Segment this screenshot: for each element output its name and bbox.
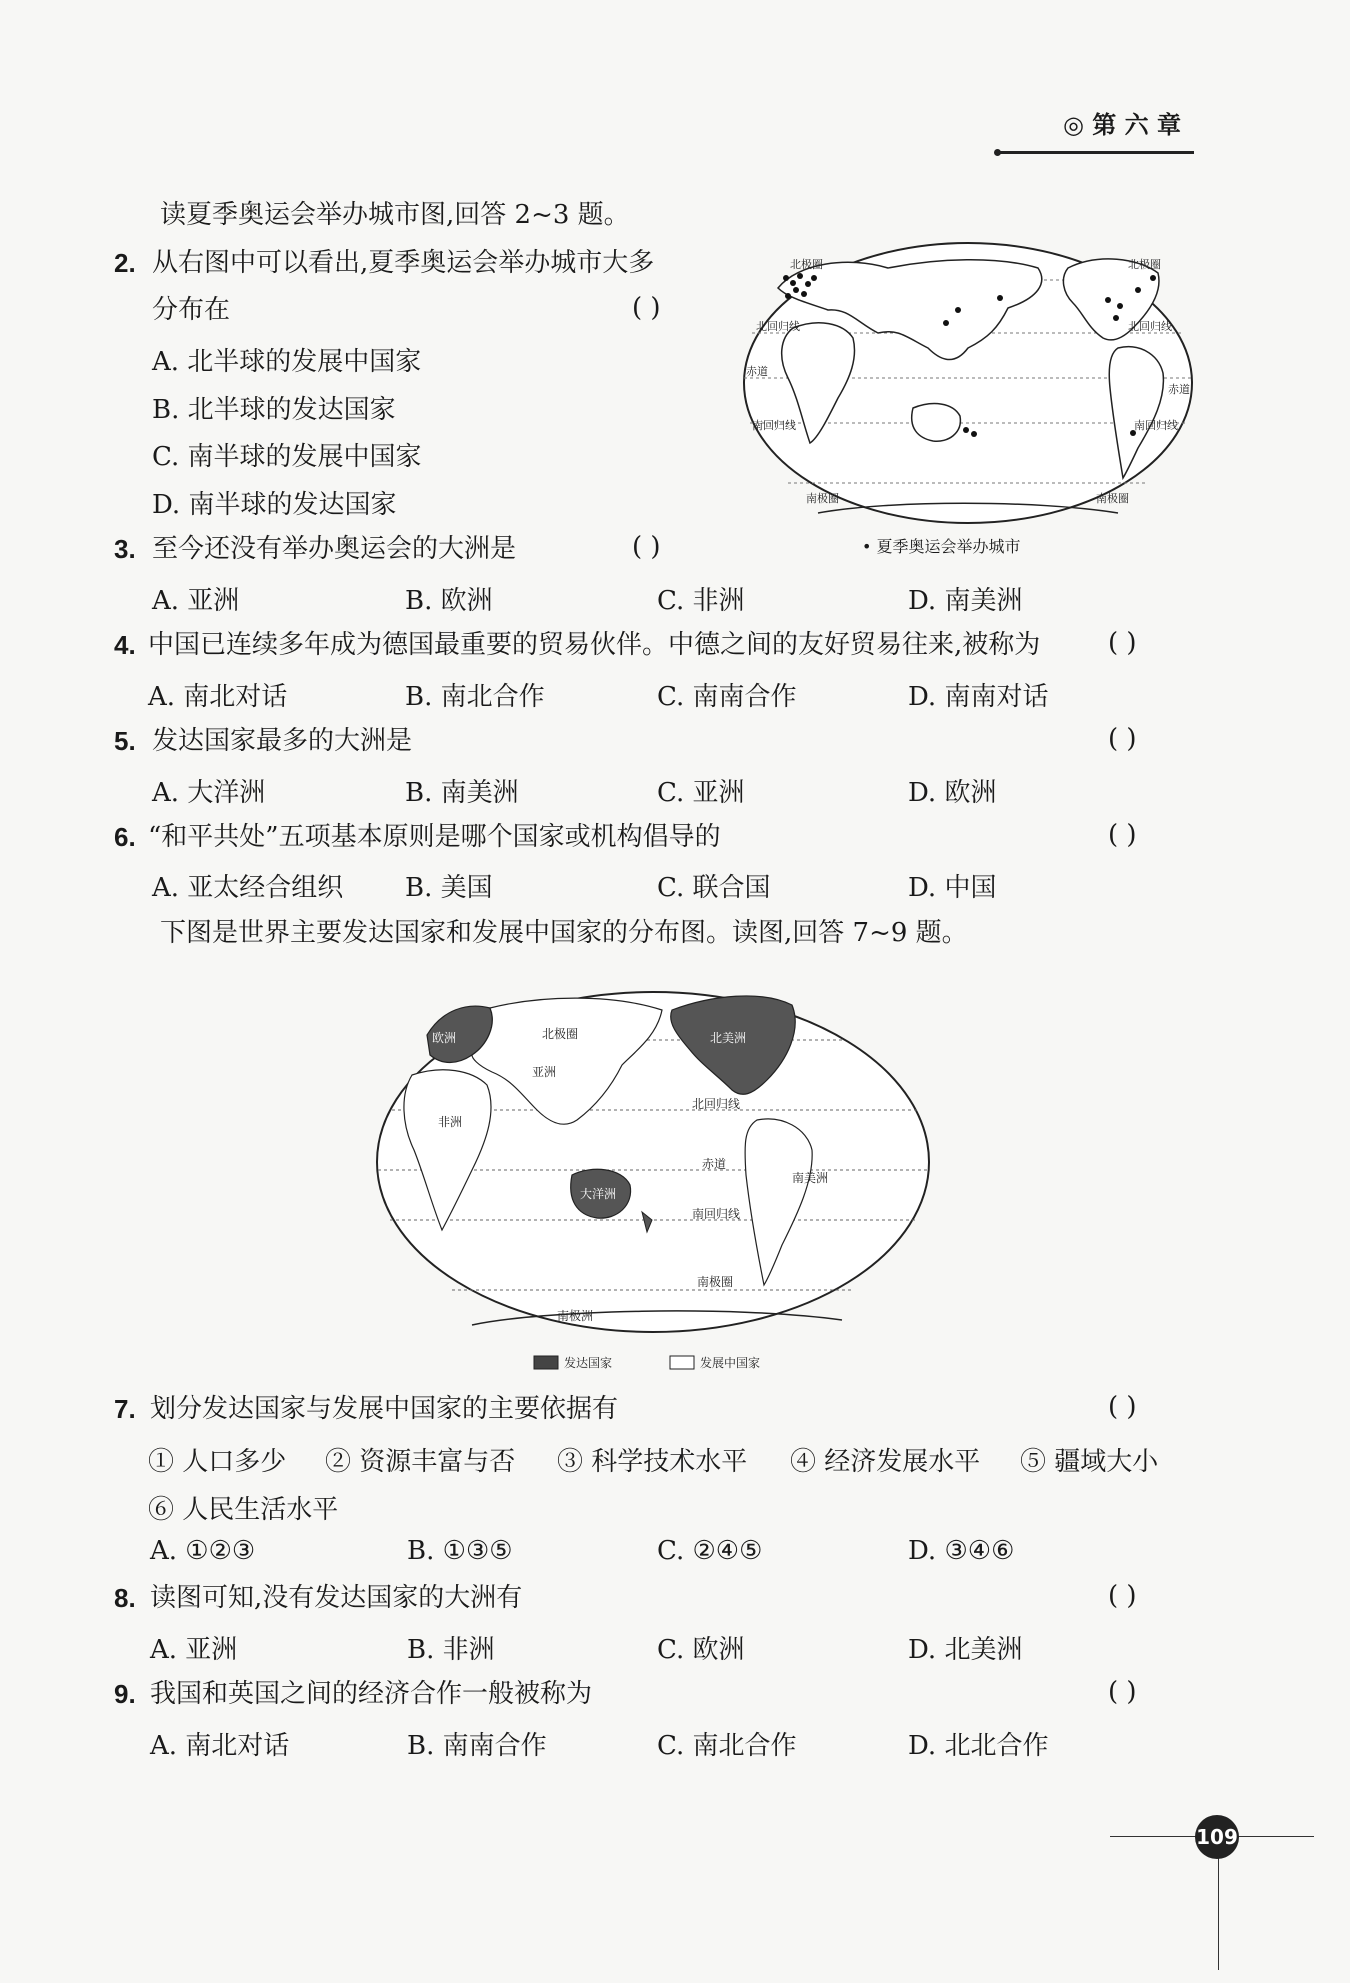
q7-item-5: ⑤ 疆域大小	[1020, 1447, 1159, 1477]
map2-capricorn-label: 南回归线	[692, 1207, 741, 1221]
q3-option-a[interactable]: A. 亚洲	[152, 586, 240, 616]
q7-option-c[interactable]: C. ②④⑤	[657, 1536, 763, 1566]
q7-option-a[interactable]: A. ①②③	[150, 1536, 256, 1566]
map2-europe-label: 欧洲	[432, 1031, 457, 1045]
q7-item-6: ⑥ 人民生活水平	[148, 1495, 339, 1525]
intro-text-2: 下图是世界主要发达国家和发展中国家的分布图。读图,回答 7~9 题。	[160, 918, 968, 948]
q9-text: 我国和英国之间的经济合作一般被称为	[150, 1679, 593, 1709]
chapter-header: ◎ 第 六 章	[1063, 111, 1182, 139]
q5-number: 5.	[114, 726, 136, 756]
map2-equator-label: 赤道	[702, 1157, 727, 1171]
q8-option-b[interactable]: B. 非洲	[407, 1635, 495, 1665]
map2-asia-label: 亚洲	[532, 1065, 557, 1079]
map1-antarctic-right: 南极圈	[1096, 492, 1129, 505]
q7-option-b[interactable]: B. ①③⑤	[407, 1536, 513, 1566]
q3-option-d[interactable]: D. 南美洲	[908, 586, 1023, 616]
header-rule-dot	[994, 149, 1001, 156]
q3-option-b[interactable]: B. 欧洲	[405, 586, 493, 616]
intro-text-1: 读夏季奥运会举办城市图,回答 2~3 题。	[160, 200, 630, 230]
map2-antarctic-label: 南极圈	[697, 1275, 734, 1289]
map2-cancer-label: 北回归线	[692, 1097, 741, 1111]
developed-developing-map	[372, 980, 934, 1380]
map1-cancer-right: 北回归线	[1128, 320, 1172, 333]
q5-option-a[interactable]: A. 大洋洲	[152, 778, 266, 808]
q6-option-d[interactable]: D. 中国	[908, 873, 997, 903]
q6-option-c[interactable]: C. 联合国	[657, 873, 771, 903]
legend-developing-swatch	[670, 1356, 694, 1369]
q6-text: “和平共处”五项基本原则是哪个国家或机构倡导的	[148, 822, 721, 852]
q8-number: 8.	[114, 1583, 136, 1613]
legend-developed-label: 发达国家	[564, 1356, 613, 1370]
q4-option-d[interactable]: D. 南南对话	[908, 682, 1049, 712]
map1-arctic-left: 北极圈	[790, 258, 823, 271]
q9-answer-blank[interactable]: ( )	[1108, 1677, 1137, 1707]
q8-text: 读图可知,没有发达国家的大洲有	[150, 1583, 523, 1613]
q9-option-c[interactable]: C. 南北合作	[657, 1731, 797, 1761]
map1-equator-left: 赤道	[746, 365, 768, 378]
page-number-badge: 109	[1195, 1815, 1239, 1859]
q7-item-3: ③ 科学技术水平	[557, 1447, 748, 1477]
q4-text: 中国已连续多年成为德国最重要的贸易伙伴。中德之间的友好贸易往来,被称为	[148, 630, 1041, 660]
map2-south-america-label: 南美洲	[792, 1171, 829, 1185]
map2-oceania-label: 大洋洲	[580, 1187, 617, 1201]
q7-item-2: ② 资源丰富与否	[325, 1447, 516, 1477]
q7-option-d[interactable]: D. ③④⑥	[908, 1536, 1015, 1566]
q4-option-c[interactable]: C. 南南合作	[657, 682, 797, 712]
q8-option-c[interactable]: C. 欧洲	[657, 1635, 745, 1665]
q3-text: 至今还没有举办奥运会的大洲是	[152, 534, 517, 564]
map1-antarctic-left: 南极圈	[806, 492, 839, 505]
q2-option-a[interactable]: A. 北半球的发展中国家	[152, 347, 422, 377]
q9-option-d[interactable]: D. 北北合作	[908, 1731, 1049, 1761]
q6-answer-blank[interactable]: ( )	[1108, 820, 1137, 850]
q2-option-c[interactable]: C. 南半球的发展中国家	[152, 442, 422, 472]
q4-option-a[interactable]: A. 南北对话	[148, 682, 288, 712]
map1-arctic-right: 北极圈	[1128, 258, 1161, 271]
header-rule	[998, 151, 1194, 154]
q6-number: 6.	[114, 822, 136, 852]
q3-number: 3.	[114, 534, 136, 564]
q2-option-d[interactable]: D. 南半球的发达国家	[152, 490, 397, 520]
q5-option-d[interactable]: D. 欧洲	[908, 778, 997, 808]
map1-equator-right: 赤道	[1168, 383, 1190, 396]
q8-option-d[interactable]: D. 北美洲	[908, 1635, 1023, 1665]
footer-vertical-rule	[1218, 1850, 1219, 1970]
q5-answer-blank[interactable]: ( )	[1108, 724, 1137, 754]
australia-outline	[912, 404, 961, 442]
q5-option-b[interactable]: B. 南美洲	[405, 778, 519, 808]
map1-caption: • 夏季奥运会举办城市	[862, 537, 1021, 556]
q6-option-a[interactable]: A. 亚太经合组织	[152, 873, 344, 903]
q2-answer-blank[interactable]: ( )	[632, 293, 661, 323]
q4-option-b[interactable]: B. 南北合作	[405, 682, 545, 712]
q2-option-b[interactable]: B. 北半球的发达国家	[152, 395, 396, 425]
olympic-cities-map	[738, 238, 1198, 538]
q2-text-line1: 从右图中可以看出,夏季奥运会举办城市大多	[152, 248, 655, 278]
legend-developing-label: 发展中国家	[700, 1356, 761, 1370]
legend-developed-swatch	[534, 1356, 558, 1369]
map1-cancer-left: 北回归线	[756, 320, 800, 333]
q4-number: 4.	[114, 630, 136, 660]
q9-option-a[interactable]: A. 南北对话	[150, 1731, 290, 1761]
q9-number: 9.	[114, 1679, 136, 1709]
q6-option-b[interactable]: B. 美国	[405, 873, 493, 903]
q7-answer-blank[interactable]: ( )	[1108, 1392, 1137, 1422]
map1-capricorn-right: 南回归线	[1134, 419, 1178, 432]
q5-option-c[interactable]: C. 亚洲	[657, 778, 745, 808]
q8-answer-blank[interactable]: ( )	[1108, 1581, 1137, 1611]
map2-africa-label: 非洲	[438, 1115, 463, 1129]
q2-text-line2: 分布在	[152, 295, 231, 325]
q8-option-a[interactable]: A. 亚洲	[150, 1635, 238, 1665]
map2-antarctica-label: 南极洲	[557, 1309, 594, 1323]
q9-option-b[interactable]: B. 南南合作	[407, 1731, 547, 1761]
q2-number: 2.	[114, 248, 136, 278]
q7-text: 划分发达国家与发展中国家的主要依据有	[150, 1394, 619, 1424]
map1-capricorn-left: 南回归线	[752, 419, 796, 432]
q7-item-1: ① 人口多少	[148, 1447, 287, 1477]
q4-answer-blank[interactable]: ( )	[1108, 628, 1137, 658]
map2-arctic-label: 北极圈	[542, 1027, 579, 1041]
map2-north-america-label: 北美洲	[710, 1031, 747, 1045]
q3-option-c[interactable]: C. 非洲	[657, 586, 745, 616]
q3-answer-blank[interactable]: ( )	[632, 532, 661, 562]
q7-item-4: ④ 经济发展水平	[790, 1447, 981, 1477]
q7-number: 7.	[114, 1394, 136, 1424]
q5-text: 发达国家最多的大洲是	[152, 726, 413, 756]
